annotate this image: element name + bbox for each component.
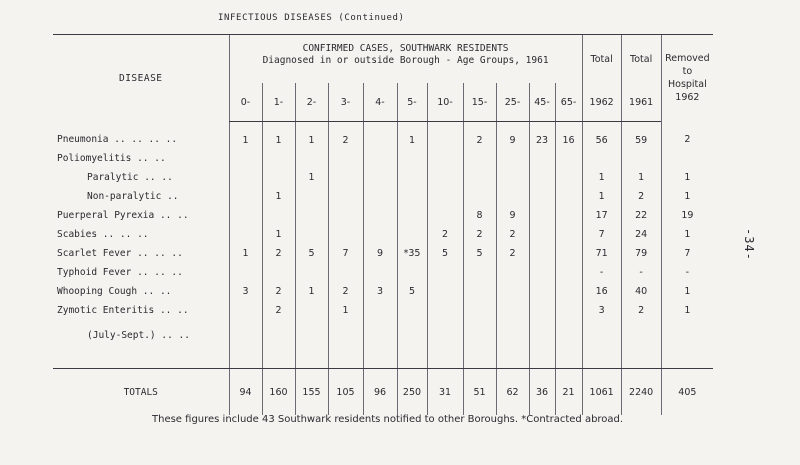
age-count (427, 122, 463, 150)
header-removed-line2: to (682, 66, 693, 78)
age-count (496, 282, 529, 301)
age-count: 5 (397, 282, 427, 301)
spacer-cell (661, 350, 713, 369)
total-1962: 71 (582, 244, 621, 263)
age-count (555, 244, 582, 263)
age-count: 5 (463, 244, 496, 263)
header-age-group: 5- (397, 83, 427, 122)
header-age-group: 1- (262, 83, 295, 122)
age-count (555, 301, 582, 320)
disease-name: Puerperal Pyrexia .. .. (57, 210, 189, 221)
age-count (229, 149, 262, 168)
age-count (463, 320, 496, 350)
spacer-cell (582, 350, 621, 369)
age-count (427, 263, 463, 282)
totals-label: TOTALS (123, 386, 158, 398)
age-count (397, 187, 427, 206)
total-age-count: 62 (496, 369, 529, 416)
age-count (555, 282, 582, 301)
age-count: 2 (328, 122, 363, 150)
age-count: 8 (463, 206, 496, 225)
table-row (53, 168, 713, 187)
age-count (397, 320, 427, 350)
spacer-cell (262, 350, 295, 369)
age-count (463, 149, 496, 168)
age-count: 1 (229, 122, 262, 150)
total-1962 (582, 320, 621, 350)
disease-name: Scabies .. .. .. (57, 229, 149, 240)
age-count: 3 (229, 282, 262, 301)
age-count (555, 320, 582, 350)
table-row (53, 320, 713, 350)
age-count: 1 (262, 122, 295, 150)
age-count (229, 187, 262, 206)
spacer-cell (295, 350, 328, 369)
age-count: 2 (496, 225, 529, 244)
age-count (427, 320, 463, 350)
total-age-count: 94 (229, 369, 262, 416)
age-count (397, 225, 427, 244)
age-count (555, 187, 582, 206)
age-count: 2 (427, 225, 463, 244)
age-count: 7 (328, 244, 363, 263)
total-1961: 2 (621, 187, 661, 206)
table-row (53, 244, 713, 263)
age-count (328, 206, 363, 225)
age-count: 2 (463, 122, 496, 150)
age-count (262, 149, 295, 168)
age-count (262, 320, 295, 350)
age-count (397, 206, 427, 225)
age-count (397, 168, 427, 187)
age-count (295, 206, 328, 225)
disease-name: Pneumonia .. .. .. .. (57, 134, 178, 146)
age-count (363, 168, 397, 187)
age-count (529, 187, 555, 206)
age-count: 1 (295, 122, 328, 150)
spacer-cell (463, 350, 496, 369)
age-count (529, 320, 555, 350)
infectious-diseases-table (53, 34, 713, 415)
age-count (229, 225, 262, 244)
age-count (328, 320, 363, 350)
spacer-cell (496, 350, 529, 369)
removed-count (661, 320, 713, 350)
header-removed-line1: Removed (665, 53, 710, 65)
removed-count: 1 (661, 301, 713, 320)
age-count (363, 149, 397, 168)
header-age-group: 25- (496, 83, 529, 122)
total-age-count: 160 (262, 369, 295, 416)
age-count (529, 225, 555, 244)
age-count (295, 149, 328, 168)
disease-name: (July-Sept.) .. .. (87, 329, 190, 341)
age-count (427, 282, 463, 301)
age-count (229, 263, 262, 282)
total-1962: 3 (582, 301, 621, 320)
age-count (463, 301, 496, 320)
age-count: 2 (496, 244, 529, 263)
age-count (328, 149, 363, 168)
age-count (555, 263, 582, 282)
total-1962: 1 (582, 187, 621, 206)
total-1961: - (621, 263, 661, 282)
header-removed-line4: 1962 (675, 92, 700, 104)
age-count (363, 187, 397, 206)
age-count: 1 (262, 187, 295, 206)
age-count: 1 (295, 282, 328, 301)
age-count (295, 263, 328, 282)
age-count (229, 301, 262, 320)
age-count (328, 263, 363, 282)
age-count: 5 (427, 244, 463, 263)
removed-count: 1 (661, 187, 713, 206)
age-count: 2 (328, 282, 363, 301)
age-count (529, 263, 555, 282)
removed-count: 1 (661, 225, 713, 244)
total-1961: 22 (621, 206, 661, 225)
age-count (295, 225, 328, 244)
header-age-group: 3- (328, 83, 363, 122)
age-count (463, 168, 496, 187)
grand-total-1962: 1061 (582, 369, 621, 416)
age-count: 2 (262, 244, 295, 263)
age-count (363, 263, 397, 282)
age-count: 1 (262, 225, 295, 244)
spacer-cell (229, 350, 262, 369)
disease-name: Whooping Cough .. .. (57, 286, 172, 297)
spacer-cell (555, 350, 582, 369)
age-count (262, 168, 295, 187)
header-age-group: 10- (427, 83, 463, 122)
age-count (496, 149, 529, 168)
removed-count (661, 149, 713, 168)
header-confirmed-cases (229, 35, 582, 84)
total-1962: 56 (582, 122, 621, 150)
age-count (427, 149, 463, 168)
spacer-cell (427, 350, 463, 369)
age-count (262, 206, 295, 225)
total-1962: 1 (582, 168, 621, 187)
spacer-cell (621, 350, 661, 369)
age-count (295, 320, 328, 350)
page-number: -34- (742, 228, 756, 261)
total-1961 (621, 149, 661, 168)
removed-count: 1 (661, 168, 713, 187)
age-count (229, 168, 262, 187)
header-age-group: 0- (229, 83, 262, 122)
total-1962: 7 (582, 225, 621, 244)
table-body (53, 122, 713, 416)
age-count (496, 168, 529, 187)
age-count (427, 168, 463, 187)
total-1961: 2 (621, 301, 661, 320)
age-count (295, 187, 328, 206)
total-1961: 40 (621, 282, 661, 301)
table-row (53, 187, 713, 206)
age-count (295, 301, 328, 320)
spacer-cell (397, 350, 427, 369)
table-row (53, 225, 713, 244)
age-count (555, 225, 582, 244)
table-row (53, 122, 713, 150)
table-row (53, 149, 713, 168)
spacer-row (53, 350, 713, 369)
total-1961: 59 (621, 122, 661, 150)
header-disease: DISEASE (53, 35, 229, 122)
age-count (555, 168, 582, 187)
age-count (496, 187, 529, 206)
disease-name: Typhoid Fever .. .. .. (57, 267, 183, 278)
header-age-group: 45- (529, 83, 555, 122)
total-age-count: 51 (463, 369, 496, 416)
age-count (397, 301, 427, 320)
grand-total-1961: 2240 (621, 369, 661, 416)
total-age-count: 96 (363, 369, 397, 416)
age-count: 2 (463, 225, 496, 244)
age-count: 1 (397, 122, 427, 150)
age-count (555, 206, 582, 225)
removed-count: 2 (661, 122, 713, 150)
age-count: 9 (496, 206, 529, 225)
total-age-count: 155 (295, 369, 328, 416)
age-count (363, 320, 397, 350)
removed-count: 7 (661, 244, 713, 263)
age-count: 2 (262, 301, 295, 320)
age-count (328, 187, 363, 206)
table-row (53, 301, 713, 320)
age-count (427, 206, 463, 225)
age-count (529, 282, 555, 301)
disease-name: Zymotic Enteritis .. .. (57, 305, 189, 316)
grand-total-removed: 405 (661, 369, 713, 416)
total-1961: 24 (621, 225, 661, 244)
disease-name: Poliomyelitis .. .. (57, 153, 166, 164)
table-row (53, 282, 713, 301)
age-count (363, 206, 397, 225)
age-count (496, 263, 529, 282)
age-count: 9 (496, 122, 529, 150)
spacer-cell (363, 350, 397, 369)
age-count (397, 263, 427, 282)
age-count: 2 (262, 282, 295, 301)
header-confirmed-line1: CONFIRMED CASES, SOUTHWARK RESIDENTS (302, 43, 509, 54)
footnote: These figures include 43 Southwark residents notified to other Boroughs. *Contracted abroad. (152, 414, 624, 425)
age-count: 5 (295, 244, 328, 263)
total-1961: 1 (621, 168, 661, 187)
table-header (53, 35, 713, 122)
age-count (463, 282, 496, 301)
total-1962: 17 (582, 206, 621, 225)
header-age-group: 15- (463, 83, 496, 122)
age-count: 23 (529, 122, 555, 150)
header-confirmed-line2: Diagnosed in or outside Borough - Age Groups, 1961 (262, 55, 549, 66)
total-1962 (582, 149, 621, 168)
age-count (529, 206, 555, 225)
header-total-1961: Total (621, 35, 661, 84)
header-age-group: 2- (295, 83, 328, 122)
age-count: 3 (363, 282, 397, 301)
age-count (496, 301, 529, 320)
age-count: 1 (295, 168, 328, 187)
total-1961: 79 (621, 244, 661, 263)
total-1961 (621, 320, 661, 350)
age-count (328, 225, 363, 244)
table-row (53, 263, 713, 282)
total-age-count: 31 (427, 369, 463, 416)
age-count (427, 187, 463, 206)
age-count (363, 301, 397, 320)
age-count: 1 (229, 244, 262, 263)
age-count: *35 (397, 244, 427, 263)
total-age-count: 36 (529, 369, 555, 416)
total-age-count: 21 (555, 369, 582, 416)
age-count: 1 (328, 301, 363, 320)
age-count: 9 (363, 244, 397, 263)
age-count (229, 206, 262, 225)
removed-count: 1 (661, 282, 713, 301)
age-count (529, 149, 555, 168)
spacer-cell (328, 350, 363, 369)
age-count (529, 301, 555, 320)
total-age-count: 105 (328, 369, 363, 416)
age-count (427, 301, 463, 320)
header-removed-line3: Hospital (667, 79, 707, 91)
total-age-count: 250 (397, 369, 427, 416)
age-count (496, 320, 529, 350)
age-count (328, 168, 363, 187)
table-row (53, 206, 713, 225)
page-title: INFECTIOUS DISEASES (Continued) (218, 13, 405, 23)
age-count (363, 122, 397, 150)
header-removed (661, 35, 713, 122)
age-count (397, 149, 427, 168)
header-age-group: 4- (363, 83, 397, 122)
age-count (463, 263, 496, 282)
age-count (463, 187, 496, 206)
total-1962: 16 (582, 282, 621, 301)
age-count (529, 168, 555, 187)
header-age-group: 65- (555, 83, 582, 122)
total-1962: - (582, 263, 621, 282)
disease-name: Paralytic .. .. (87, 172, 173, 183)
removed-count: 19 (661, 206, 713, 225)
age-count (555, 149, 582, 168)
age-count (529, 244, 555, 263)
disease-name: Non-paralytic .. (87, 191, 179, 202)
age-count: 16 (555, 122, 582, 150)
removed-count: - (661, 263, 713, 282)
header-total-1962: Total (582, 35, 621, 84)
age-count (262, 263, 295, 282)
spacer-cell (53, 350, 229, 369)
age-count (363, 225, 397, 244)
totals-row (53, 369, 713, 416)
age-count (229, 320, 262, 350)
header-total-year-1961: 1961 (621, 83, 661, 122)
disease-name: Scarlet Fever .. .. .. (57, 248, 183, 259)
spacer-cell (529, 350, 555, 369)
header-total-year-1962: 1962 (582, 83, 621, 122)
